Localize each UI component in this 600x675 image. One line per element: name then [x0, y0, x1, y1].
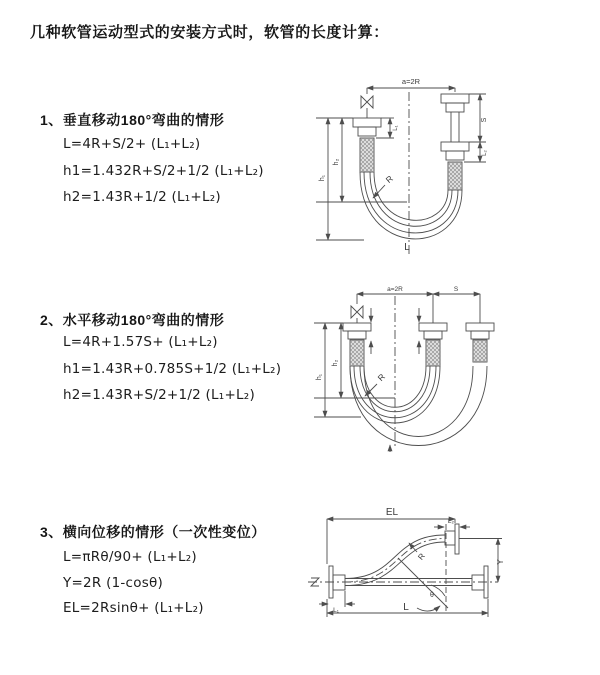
upper-flange: [445, 524, 459, 554]
dim-label-a2r: a=2R: [387, 286, 403, 293]
radius-label: R: [416, 551, 427, 562]
dim-l1: [319, 591, 355, 607]
dim-a2r: [367, 88, 455, 94]
radius-label: R: [383, 173, 395, 186]
dim-l1: [376, 118, 394, 138]
dim-label-h1: h₁: [316, 373, 323, 381]
angle-label: θ: [430, 592, 434, 599]
valve-icon: [351, 306, 363, 323]
section-2-heading: 2、水平移动180°弯曲的情形: [40, 312, 225, 328]
dim-label-l: L: [403, 602, 409, 613]
formula-s1-l: L=4R+S/2+ (L₁+L₂): [63, 136, 201, 152]
length-label: L: [404, 242, 410, 253]
dim-label-el: EL: [385, 507, 399, 518]
dim-el: [327, 519, 455, 564]
dim-label-h1: h₁: [319, 174, 326, 182]
diagram-lateral-displacement: [298, 496, 598, 648]
formula-s3-el: EL=2Rsinθ+ (L₁+L₂): [63, 600, 204, 616]
page-title: 几种软管运动型式的安装方式时，软管的长度计算：: [30, 24, 389, 41]
angle-arrow-arc: [417, 606, 440, 611]
formula-s2-h2: h2=1.43R+S/2+1/2 (L₁+L₂): [63, 387, 255, 403]
radius-label: R: [375, 371, 387, 383]
formula-s2-h1: h1=1.43R+0.785S+1/2 (L₁+L₂): [63, 361, 282, 377]
right-flange-fitting: [441, 94, 469, 190]
formula-s1-h2: h2=1.43R+1/2 (L₁+L₂): [63, 189, 221, 205]
dim-label-l2: L₂: [482, 150, 488, 156]
dim-a2r-s: [357, 294, 480, 323]
radius-leader: [409, 543, 417, 552]
left-flange-fitting: [353, 118, 381, 172]
shifted-flange-fitting: [466, 323, 494, 362]
dim-label-s: S: [453, 286, 459, 293]
section-3-heading: 3、横向位移的情形（一次性变位）: [40, 524, 266, 540]
dim-label-l1: L₁: [393, 125, 399, 131]
diagram-horizontal-180-bend: [306, 280, 598, 455]
left-flange-fitting: [343, 323, 371, 366]
radius-diagonal-line: [398, 558, 448, 608]
dim-label-l1: L₁: [333, 607, 339, 614]
middle-flange-fitting: [419, 323, 447, 366]
formula-s1-h1: h1=1.432R+S/2+1/2 (L₁+L₂): [63, 163, 264, 179]
s-curve-hose-displaced: [345, 535, 445, 586]
formula-s3-l: L=πRθ/90+ (L₁+L₂): [63, 549, 197, 565]
dim-label-y: Y: [496, 559, 505, 565]
formula-s3-y: Y=2R (1-cosθ): [63, 575, 164, 591]
dim-label-a2r: a=2R: [401, 77, 421, 86]
formula-s2-l: L=4R+1.57S+ (L₁+L₂): [63, 334, 218, 350]
dim-label-s: S: [481, 117, 488, 123]
dim-label-h2: h₂: [332, 359, 339, 367]
u-bend-hose: [360, 172, 462, 239]
dim-label-l2: L₂: [447, 518, 455, 525]
section-1-heading: 1、垂直移动180°弯曲的情形: [40, 112, 225, 128]
valve-icon: [361, 96, 373, 118]
diagram-vertical-180-bend: [306, 68, 556, 263]
dim-label-h2: h₂: [333, 158, 340, 166]
